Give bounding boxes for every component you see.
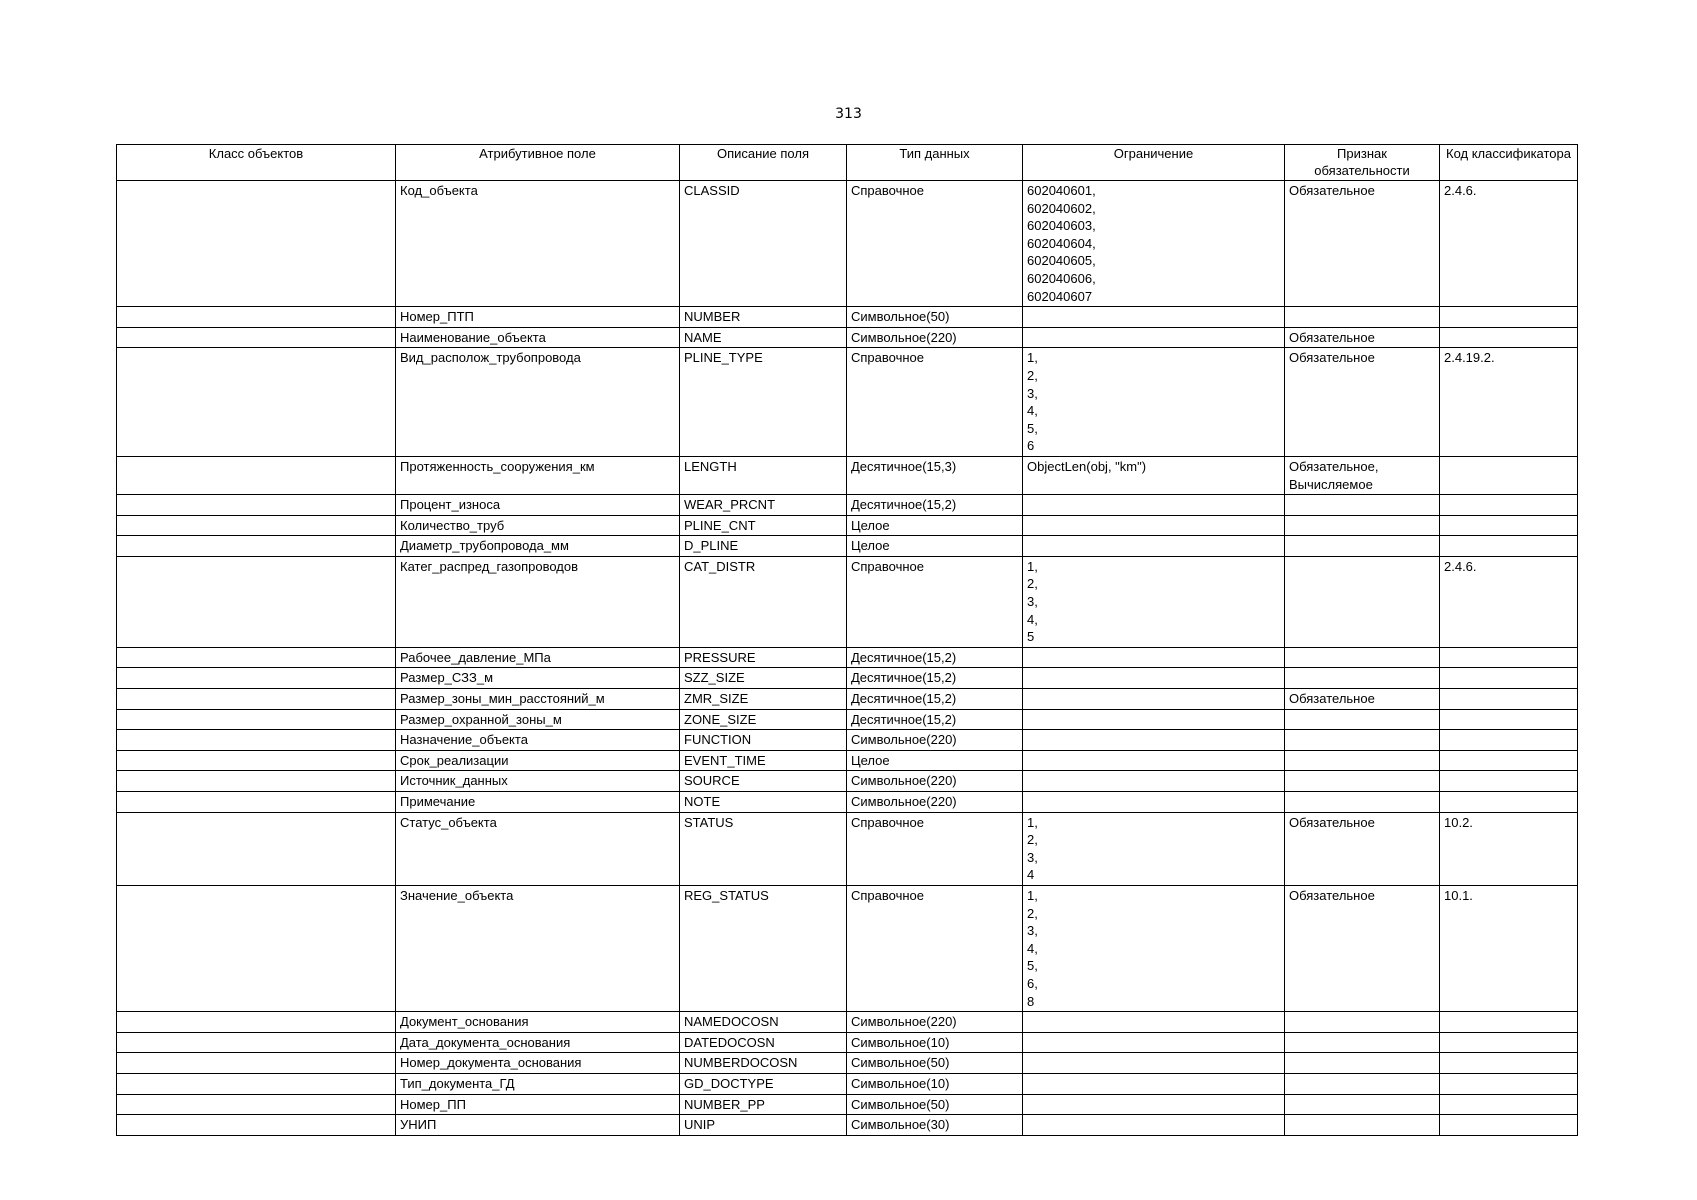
cell-attribute-field: Вид_располож_трубопровода	[396, 348, 680, 457]
cell-data-type: Целое	[847, 515, 1023, 536]
cell-required-flag	[1285, 1032, 1440, 1053]
cell-required-flag	[1285, 1012, 1440, 1033]
cell-attribute-field: Статус_объекта	[396, 812, 680, 885]
cell-field-description: PLINE_TYPE	[680, 348, 847, 457]
cell-class	[117, 792, 396, 813]
cell-class	[117, 1094, 396, 1115]
cell-data-type: Символьное(50)	[847, 307, 1023, 328]
cell-attribute-field: Документ_основания	[396, 1012, 680, 1033]
header-restriction: Ограничение	[1023, 145, 1285, 181]
cell-required-flag	[1285, 515, 1440, 536]
table-row	[117, 1115, 1578, 1136]
cell-data-type: Справочное	[847, 556, 1023, 647]
cell-restriction	[1023, 730, 1285, 751]
cell-restriction	[1023, 1115, 1285, 1136]
cell-data-type: Справочное	[847, 885, 1023, 1011]
cell-attribute-field: Протяженность_сооружения_км	[396, 456, 680, 494]
cell-classifier-code	[1440, 536, 1578, 557]
cell-data-type: Целое	[847, 536, 1023, 557]
cell-field-description: PLINE_CNT	[680, 515, 847, 536]
header-attribute-field: Атрибутивное поле	[396, 145, 680, 181]
cell-data-type: Символьное(220)	[847, 792, 1023, 813]
cell-restriction	[1023, 1053, 1285, 1074]
cell-attribute-field: Диаметр_трубопровода_мм	[396, 536, 680, 557]
cell-field-description: NUMBERDOCOSN	[680, 1053, 847, 1074]
cell-field-description: PRESSURE	[680, 647, 847, 668]
table-row	[117, 556, 1578, 647]
cell-class	[117, 495, 396, 516]
table-row	[117, 495, 1578, 516]
cell-restriction	[1023, 307, 1285, 328]
cell-restriction	[1023, 647, 1285, 668]
cell-attribute-field: Источник_данных	[396, 771, 680, 792]
cell-class	[117, 668, 396, 689]
cell-class	[117, 709, 396, 730]
cell-field-description: LENGTH	[680, 456, 847, 494]
cell-class	[117, 771, 396, 792]
cell-classifier-code: 2.4.19.2.	[1440, 348, 1578, 457]
cell-restriction	[1023, 536, 1285, 557]
table-row	[117, 307, 1578, 328]
table-row	[117, 1094, 1578, 1115]
cell-restriction	[1023, 771, 1285, 792]
cell-required-flag	[1285, 1115, 1440, 1136]
cell-required-flag	[1285, 307, 1440, 328]
cell-required-flag: Обязательное, Вычисляемое	[1285, 456, 1440, 494]
cell-restriction: 1, 2, 3, 4, 5, 6	[1023, 348, 1285, 457]
cell-field-description: NAME	[680, 327, 847, 348]
cell-required-flag: Обязательное	[1285, 348, 1440, 457]
cell-class	[117, 515, 396, 536]
cell-data-type: Целое	[847, 750, 1023, 771]
cell-classifier-code	[1440, 1032, 1578, 1053]
cell-required-flag	[1285, 495, 1440, 516]
cell-restriction	[1023, 1012, 1285, 1033]
table-row	[117, 771, 1578, 792]
header-data-type: Тип данных	[847, 145, 1023, 181]
cell-required-flag: Обязательное	[1285, 812, 1440, 885]
cell-data-type: Справочное	[847, 812, 1023, 885]
cell-classifier-code: 10.2.	[1440, 812, 1578, 885]
cell-class	[117, 885, 396, 1011]
cell-restriction	[1023, 1094, 1285, 1115]
cell-classifier-code	[1440, 647, 1578, 668]
cell-attribute-field: Процент_износа	[396, 495, 680, 516]
table-row	[117, 647, 1578, 668]
cell-class	[117, 1053, 396, 1074]
cell-required-flag	[1285, 792, 1440, 813]
cell-data-type: Десятичное(15,2)	[847, 495, 1023, 516]
cell-data-type: Символьное(220)	[847, 327, 1023, 348]
cell-class	[117, 1115, 396, 1136]
cell-classifier-code	[1440, 709, 1578, 730]
attribute-table	[116, 144, 1578, 1136]
cell-required-flag	[1285, 668, 1440, 689]
cell-classifier-code	[1440, 750, 1578, 771]
cell-data-type: Справочное	[847, 181, 1023, 307]
page-number: 313	[835, 106, 862, 122]
cell-restriction	[1023, 689, 1285, 710]
cell-required-flag: Обязательное	[1285, 181, 1440, 307]
cell-field-description: CLASSID	[680, 181, 847, 307]
cell-attribute-field: Размер_охранной_зоны_м	[396, 709, 680, 730]
cell-classifier-code	[1440, 515, 1578, 536]
cell-classifier-code: 10.1.	[1440, 885, 1578, 1011]
cell-field-description: SZZ_SIZE	[680, 668, 847, 689]
cell-class	[117, 536, 396, 557]
cell-classifier-code	[1440, 327, 1578, 348]
cell-data-type: Справочное	[847, 348, 1023, 457]
table-row	[117, 885, 1578, 1011]
cell-restriction: ObjectLen(obj, "km")	[1023, 456, 1285, 494]
cell-field-description: FUNCTION	[680, 730, 847, 751]
cell-attribute-field: Тип_документа_ГД	[396, 1073, 680, 1094]
cell-field-description: REG_STATUS	[680, 885, 847, 1011]
cell-attribute-field: Назначение_объекта	[396, 730, 680, 751]
cell-classifier-code	[1440, 1094, 1578, 1115]
cell-required-flag	[1285, 730, 1440, 751]
cell-attribute-field: Количество_труб	[396, 515, 680, 536]
cell-data-type: Символьное(220)	[847, 730, 1023, 751]
cell-restriction	[1023, 495, 1285, 516]
cell-classifier-code	[1440, 792, 1578, 813]
table-row	[117, 1053, 1578, 1074]
header-field-description: Описание поля	[680, 145, 847, 181]
cell-classifier-code	[1440, 668, 1578, 689]
table-body	[117, 181, 1578, 1136]
cell-classifier-code	[1440, 1012, 1578, 1033]
table-row	[117, 1032, 1578, 1053]
cell-classifier-code	[1440, 689, 1578, 710]
cell-attribute-field: Наименование_объекта	[396, 327, 680, 348]
cell-class	[117, 348, 396, 457]
cell-classifier-code	[1440, 771, 1578, 792]
cell-class	[117, 750, 396, 771]
cell-restriction: 1, 2, 3, 4, 5, 6, 8	[1023, 885, 1285, 1011]
cell-attribute-field: Значение_объекта	[396, 885, 680, 1011]
cell-restriction: 1, 2, 3, 4, 5	[1023, 556, 1285, 647]
cell-class	[117, 812, 396, 885]
cell-field-description: ZONE_SIZE	[680, 709, 847, 730]
cell-attribute-field: Номер_ПТП	[396, 307, 680, 328]
cell-classifier-code	[1440, 456, 1578, 494]
cell-restriction: 602040601, 602040602, 602040603, 602040604, 602040605, 602040606, 602040607	[1023, 181, 1285, 307]
cell-field-description: WEAR_PRCNT	[680, 495, 847, 516]
header-required-flag: Признак обязательности	[1285, 145, 1440, 181]
cell-field-description: SOURCE	[680, 771, 847, 792]
cell-attribute-field: Рабочее_давление_МПа	[396, 647, 680, 668]
cell-required-flag	[1285, 1053, 1440, 1074]
cell-class	[117, 647, 396, 668]
cell-required-flag	[1285, 1073, 1440, 1094]
cell-required-flag	[1285, 709, 1440, 730]
cell-restriction	[1023, 1032, 1285, 1053]
cell-data-type: Десятичное(15,2)	[847, 709, 1023, 730]
table-row	[117, 750, 1578, 771]
cell-attribute-field: Размер_зоны_мин_расстояний_м	[396, 689, 680, 710]
cell-attribute-field: Код_объекта	[396, 181, 680, 307]
cell-class	[117, 1032, 396, 1053]
header-class: Класс объектов	[117, 145, 396, 181]
cell-class	[117, 456, 396, 494]
cell-field-description: NOTE	[680, 792, 847, 813]
table-row	[117, 668, 1578, 689]
cell-required-flag: Обязательное	[1285, 689, 1440, 710]
table-row	[117, 709, 1578, 730]
cell-class	[117, 307, 396, 328]
cell-restriction: 1, 2, 3, 4	[1023, 812, 1285, 885]
table-header-row	[117, 145, 1578, 181]
cell-classifier-code	[1440, 1053, 1578, 1074]
cell-data-type: Символьное(220)	[847, 771, 1023, 792]
cell-field-description: EVENT_TIME	[680, 750, 847, 771]
cell-restriction	[1023, 327, 1285, 348]
cell-data-type: Символьное(50)	[847, 1094, 1023, 1115]
table-row	[117, 689, 1578, 710]
cell-restriction	[1023, 709, 1285, 730]
cell-attribute-field: Дата_документа_основания	[396, 1032, 680, 1053]
table-row	[117, 1073, 1578, 1094]
cell-classifier-code	[1440, 730, 1578, 751]
cell-attribute-field: Срок_реализации	[396, 750, 680, 771]
cell-field-description: D_PLINE	[680, 536, 847, 557]
cell-required-flag	[1285, 771, 1440, 792]
cell-restriction	[1023, 668, 1285, 689]
cell-data-type: Символьное(220)	[847, 1012, 1023, 1033]
cell-data-type: Десятичное(15,2)	[847, 647, 1023, 668]
cell-attribute-field: Номер_ПП	[396, 1094, 680, 1115]
cell-class	[117, 730, 396, 751]
cell-data-type: Символьное(10)	[847, 1032, 1023, 1053]
cell-attribute-field: Размер_СЗЗ_м	[396, 668, 680, 689]
cell-data-type: Символьное(10)	[847, 1073, 1023, 1094]
cell-classifier-code: 2.4.6.	[1440, 556, 1578, 647]
cell-restriction	[1023, 1073, 1285, 1094]
table-row	[117, 812, 1578, 885]
cell-field-description: NUMBER	[680, 307, 847, 328]
cell-classifier-code	[1440, 307, 1578, 328]
table-row	[117, 181, 1578, 307]
cell-required-flag	[1285, 647, 1440, 668]
cell-class	[117, 556, 396, 647]
cell-restriction	[1023, 750, 1285, 771]
header-classifier-code: Код классификатора	[1440, 145, 1578, 181]
cell-restriction	[1023, 792, 1285, 813]
table-row	[117, 348, 1578, 457]
cell-required-flag: Обязательное	[1285, 327, 1440, 348]
table-row	[117, 327, 1578, 348]
cell-required-flag	[1285, 1094, 1440, 1115]
cell-required-flag: Обязательное	[1285, 885, 1440, 1011]
cell-data-type: Символьное(50)	[847, 1053, 1023, 1074]
cell-field-description: ZMR_SIZE	[680, 689, 847, 710]
cell-restriction	[1023, 515, 1285, 536]
table-row	[117, 730, 1578, 751]
cell-attribute-field: Номер_документа_основания	[396, 1053, 680, 1074]
cell-attribute-field: Примечание	[396, 792, 680, 813]
cell-attribute-field: Катег_распред_газопроводов	[396, 556, 680, 647]
cell-data-type: Десятичное(15,2)	[847, 689, 1023, 710]
cell-data-type: Десятичное(15,2)	[847, 668, 1023, 689]
cell-field-description: CAT_DISTR	[680, 556, 847, 647]
cell-classifier-code	[1440, 1115, 1578, 1136]
cell-required-flag	[1285, 556, 1440, 647]
table-row	[117, 536, 1578, 557]
cell-class	[117, 1012, 396, 1033]
cell-class	[117, 181, 396, 307]
table-row	[117, 792, 1578, 813]
cell-classifier-code	[1440, 1073, 1578, 1094]
cell-classifier-code	[1440, 495, 1578, 516]
cell-class	[117, 327, 396, 348]
cell-attribute-field: УНИП	[396, 1115, 680, 1136]
cell-classifier-code: 2.4.6.	[1440, 181, 1578, 307]
cell-data-type: Символьное(30)	[847, 1115, 1023, 1136]
cell-field-description: DATEDOCOSN	[680, 1032, 847, 1053]
cell-field-description: STATUS	[680, 812, 847, 885]
table-row	[117, 515, 1578, 536]
table-row	[117, 456, 1578, 494]
cell-field-description: NAMEDOCOSN	[680, 1012, 847, 1033]
cell-class	[117, 689, 396, 710]
cell-required-flag	[1285, 536, 1440, 557]
cell-field-description: GD_DOCTYPE	[680, 1073, 847, 1094]
cell-field-description: UNIP	[680, 1115, 847, 1136]
cell-required-flag	[1285, 750, 1440, 771]
cell-field-description: NUMBER_PP	[680, 1094, 847, 1115]
table-row	[117, 1012, 1578, 1033]
cell-data-type: Десятичное(15,3)	[847, 456, 1023, 494]
cell-class	[117, 1073, 396, 1094]
